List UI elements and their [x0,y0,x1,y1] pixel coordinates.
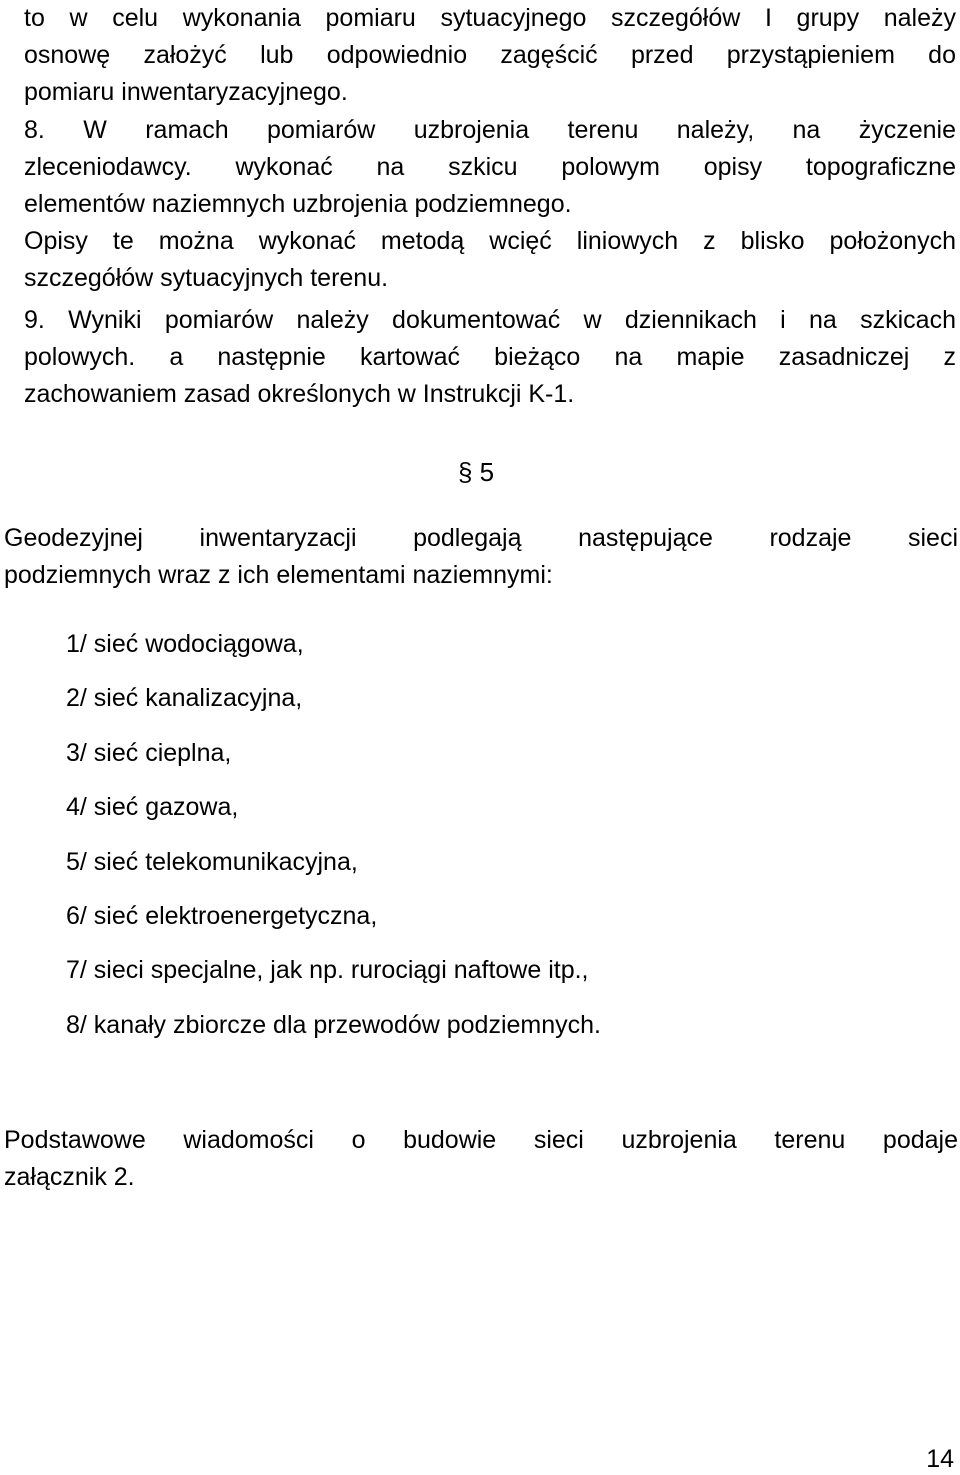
list-item: 1/ sieć wodociągowa, [66,630,304,658]
text-line: szczegółów sytuacyjnych terenu. [24,264,389,292]
network-types-list [66,626,601,1061]
text-line: 9. Wyniki pomiarów należy dokumentować w dziennikach i na szkicach [24,306,956,334]
list-item: 3/ sieć cieplna, [66,738,232,767]
list-item: 2/ sieć kanalizacyjna, [66,684,303,713]
section-intro-paragraph [4,520,958,594]
list-item: 4/ sieć gazowa, [66,793,239,822]
text-line: zachowaniem zasad określonych w Instrukcji K-1. [24,380,575,408]
text-line: 8. W ramach pomiarów uzbrojenia terenu należy, na życzenie [24,116,956,144]
text-line: polowych. a następnie kartować bieżąco na mapie zasadniczej z [24,343,956,371]
text-line: pomiaru inwentaryzacyjnego. [24,78,348,106]
text-line: zleceniodawcy. wykonać na szkicu polowym opisy topograficzne [24,153,956,181]
list-item: 6/ sieć elektroenergetyczna, [66,901,378,930]
text-line: to w celu wykonania pomiaru sytuacyjnego szczegółów I grupy należy [24,4,956,32]
list-item: 7/ sieci specjalne, jak np. rurociągi naftowe itp., [66,956,589,985]
text-line: osnowę założyć lub odpowiednio zagęścić przed przystąpieniem do [24,41,956,69]
closing-paragraph [4,1122,958,1196]
intro-paragraph [24,0,956,111]
text-line: Geodezyjnej inwentaryzacji podlegają następujące rodzaje sieci [4,524,958,552]
page-number: 14 [926,1445,954,1473]
text-line: elementów naziemnych uzbrojenia podziemnego. [24,190,572,218]
list-item: 8/ kanały zbiorcze dla przewodów podziemnych. [66,1010,601,1039]
text-line: Podstawowe wiadomości o budowie sieci uzbrojenia terenu podaje [4,1126,958,1154]
list-item: 5/ sieć telekomunikacyjna, [66,847,358,876]
item-8-paragraph [24,112,956,297]
text-line: załącznik 2. [4,1163,135,1191]
item-9-paragraph [24,302,956,413]
text-line: podziemnych wraz z ich elementami naziemnymi: [4,561,553,589]
text-line: Opisy te można wykonać metodą wcięć liniowych z blisko położonych [24,227,956,255]
section-heading: § 5 [458,457,495,487]
